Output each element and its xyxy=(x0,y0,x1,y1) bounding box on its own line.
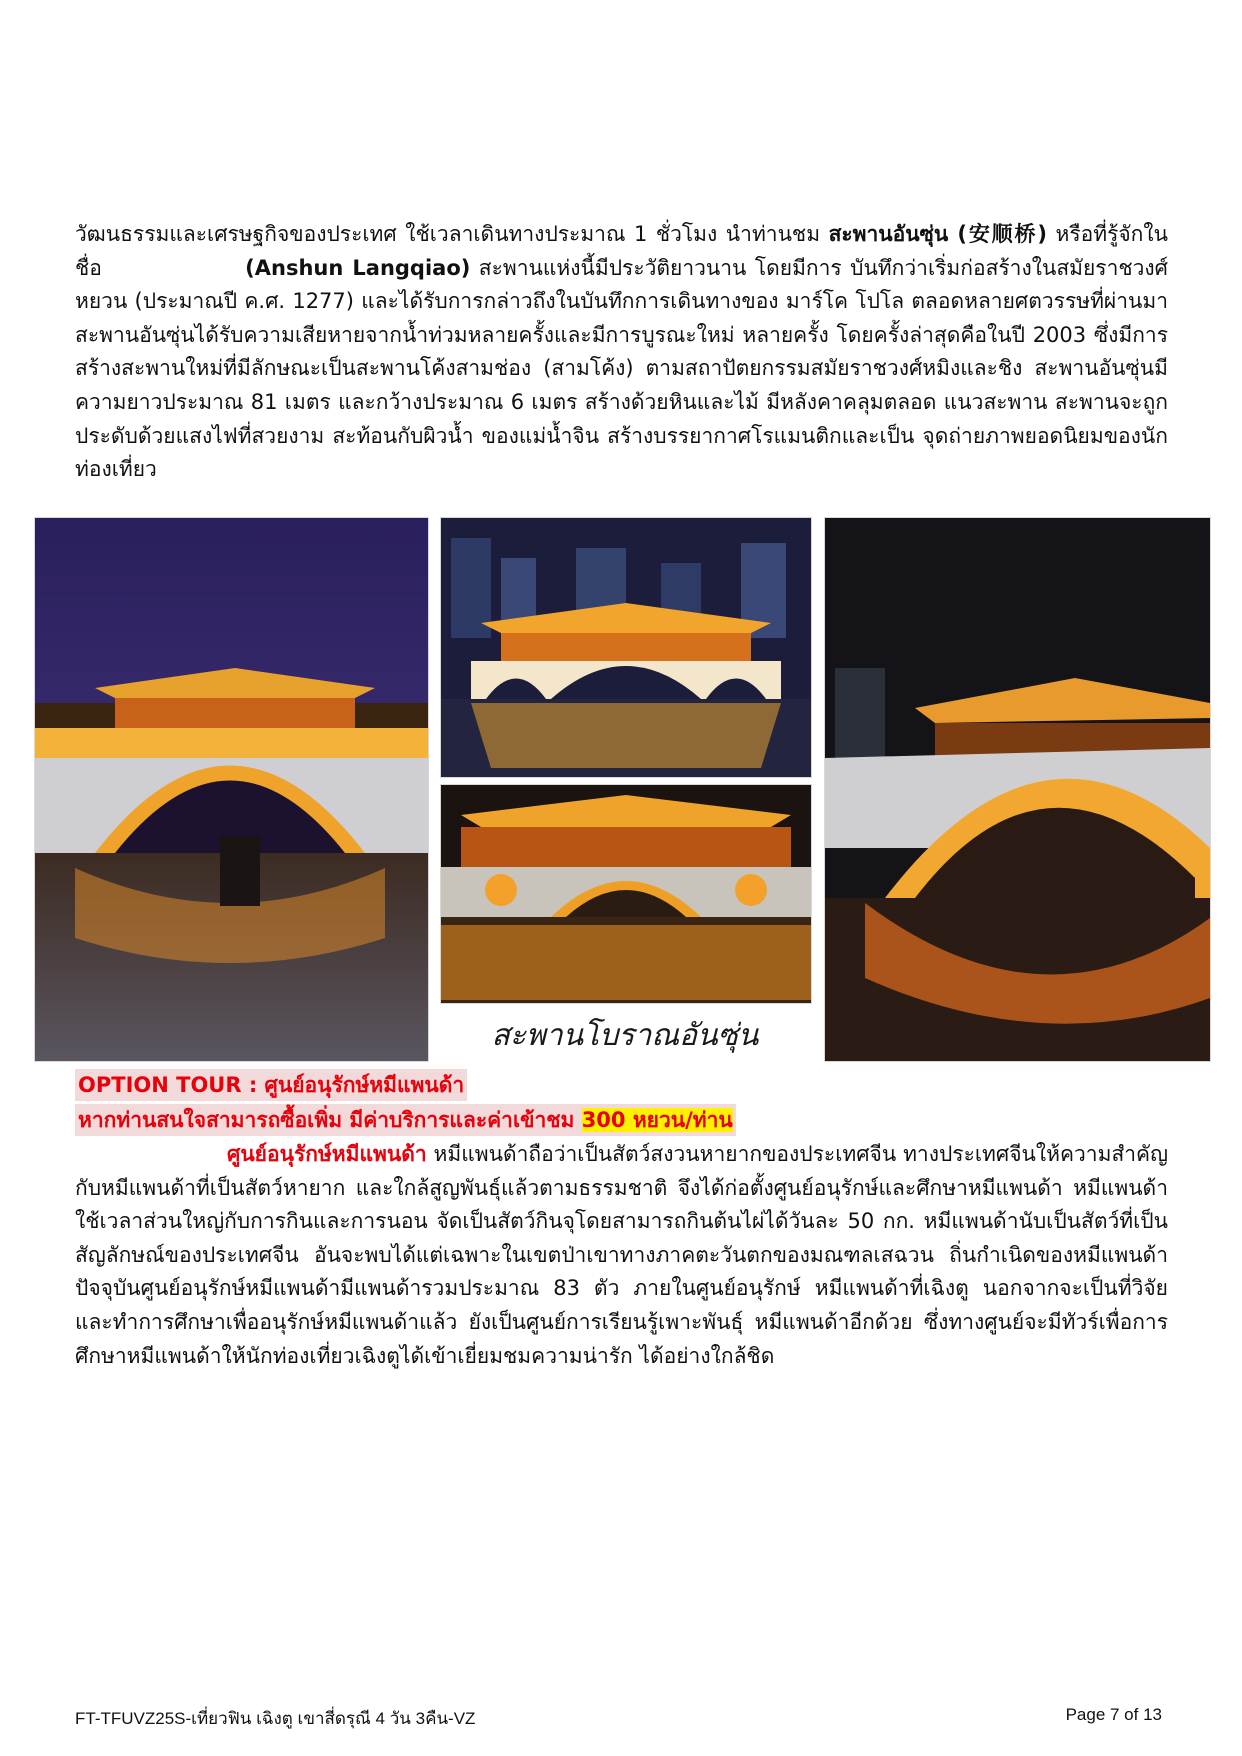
option-price-highlight: 300 หยวน/ท่าน xyxy=(581,1108,733,1132)
bridge-photo-left xyxy=(34,517,429,1062)
bridge-photo-top xyxy=(440,517,812,778)
option-tour-title: OPTION TOUR : ศูนย์อนุรักษ์หมีแพนด้า xyxy=(75,1069,467,1101)
panda-text: หมีแพนด้าถือว่าเป็นสัตว์สงวนหายากของประเทศจีน ทางประเทศจีนให้ความสำคัญกับหมีแพนด้าที่เป็นสัตว์หายาก และใกล้สูญพันธุ์แล้วตามธรรมชาติ จึงได้ก่อตั้งศูนย์อนุรักษ์และศึกษาหมีแพนด้า หมีแพนด้าใช้เวลาส่วนใหญ่กับการกินและการนอน จัดเป็นสัตว์กินจุโดยสามารถกินต้นไผ่ได้วันละ 50 กก. หมีแพนด้านับเป็นสัตว์ที่เป็นสัญลักษณ์ของประเทศจีน อันจะพบได้แต่เฉพาะในเขตป่าเขาทางภาคตะวันตกของมณฑลเสฉวน ถิ่นกำเนิดของหมีแพนด้า ปัจจุบันศูนย์อนุรักษ์หมีแพนด้ามีแพนด้ารวมประมาณ 83 ตัว ภายในศูนย์อนุรักษ์ หมีแพนด้าที่เฉิงตู นอกจากจะเป็นที่วิจัยและทำการศึกษาเพื่ออนุรักษ์หมีแพนด้าแล้ว ยังเป็นศูนย์การเรียนรู้เพาะพันธุ์ หมีแพนด้าอีกด้วย ซึ่งทางศูนย์จะมีทัวร์เพื่อการศึกษาหมีแพนด้าให้นักท่องเที่ยวเฉิงตูได้เข้าเยี่ยมชมความน่ารัก ได้อย่างใกล้ชิด xyxy=(75,1142,1168,1368)
footer-page-number: Page 7 of 13 xyxy=(1065,1705,1162,1724)
panda-paragraph xyxy=(75,1138,1168,1373)
bridge-photo-right xyxy=(824,517,1211,1062)
panda-center-name: ศูนย์อนุรักษ์หมีแพนด้า xyxy=(227,1142,427,1166)
intro-text-before: วัฒนธรรมและเศรษฐกิจของประเทศ ใช้เวลาเดินทางประมาณ 1 ชั่วโมง นำท่านชม xyxy=(75,222,829,246)
photo-caption: สะพานโบราณอันซุ่น xyxy=(491,1018,759,1053)
bridge-romanized-name: (Anshun Langqiao) xyxy=(245,255,471,280)
intro-text-after: สะพานแห่งนี้มีประวัติยาวนาน โดยมีการ บันทึกว่าเริ่มก่อสร้างในสมัยราชวงศ์หยวน (ประมาณปี ค.ศ. 1277) และได้รับการกล่าวถึงในบันทึกการเดินทางของ มาร์โค โปโล ตลอดหลายศตวรรษที่ผ่านมา สะพานอันซุ่นได้รับความเสียหายจากน้ำท่วมหลายครั้งและมีการบูรณะใหม่ หลายครั้ง โดยครั้งล่าสุดคือในปี 2003 ซึ่งมีการสร้างสะพานใหม่ที่มีลักษณะเป็นสะพานโค้งสามช่อง (สามโค้ง) ตามสถาปัตยกรรมสมัยราชวงศ์หมิงและชิง สะพานอันซุ่นมีความยาวประมาณ 81 เมตร และกว้างประมาณ 6 เมตร สร้างด้วยหินและไม้ มีหลังคาคลุมตลอด แนวสะพาน สะพานจะถูกประดับด้วยแสงไฟที่สวยงาม สะท้อนกับผิวน้ำ ของแม่น้ำจิน สร้างบรรยากาศโรแมนติกและเป็น จุดถ่ายภาพยอดนิยมของนักท่องเที่ยว xyxy=(75,255,1168,482)
intro-paragraph xyxy=(75,218,1168,487)
intro-text-known-as: หรือที่รู้จักในชื่อ xyxy=(75,222,1168,280)
option-tour-price-line xyxy=(75,1104,736,1136)
footer-tour-code: FT-TFUVZ25S-เที่ยวฟิน เฉิงตู เขาสี่ดรุณี 4 วัน 3คืน-VZ xyxy=(75,1709,476,1728)
option-price-prefix: หากท่านสนใจสามารถซื้อเพิ่ม มีค่าบริการและค่าเข้าชม xyxy=(78,1108,582,1132)
bridge-photo-middle xyxy=(440,784,812,1004)
bridge-name: สะพานอันซุ่น (安顺桥) xyxy=(828,222,1047,246)
